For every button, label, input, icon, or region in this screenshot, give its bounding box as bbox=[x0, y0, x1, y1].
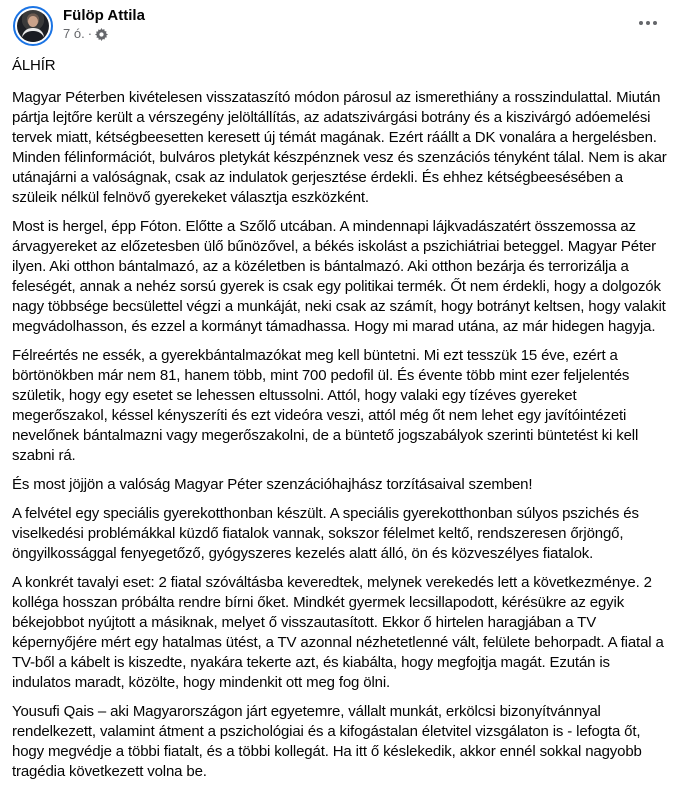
more-horizontal-icon-dot bbox=[639, 21, 643, 25]
post-meta bbox=[63, 6, 145, 43]
separator: · bbox=[87, 26, 93, 41]
post-paragraph: Magyar Péterben kivételesen visszataszító módon párosul az ismerethiány a rosszindulattal. Miután pártja lejtőre került a vérszegény jelöltállítás, az adatszivárgási botrány és a kiszivárgó adóemelési tervek miatt, kétségbeesetten keresett új témát magának. Ezért ráállt a DK vonalára a hergelésben. Minden félinformációt, bulváros pletykát készpénznek vesz és szenzációs tényként tálal. Nem is akar utánajárni a valóságnak, csak az indulatok gerjesztése érdekli. És ehhez kétségbeesésében a szüleik nélkül felnövő gyerekeket választja eszközként. bbox=[12, 89, 667, 206]
post-paragraph: Most is hergel, épp Fóton. Előtte a Szőlő utcában. A mindennapi lájkvadászatért összemossa az árvagyereket az előzetesben ülő bűnözővel, a békés iskolást a pszichiátriai beteggel. Magyar Péter ilyen. Aki otthon bántalmazó, az a közéletben is bántalmazó. Aki otthon bezárja és terrorizálja a feleségét, annak a nehéz sorsú gyerek is csak egy politikai termék. Őt nem érdekli, hogy a dolgozók nagy többsége becsülettel végzi a munkáját, neki csak az számít, hogy botrányt keltsen, hogy valakit megvádolhasson, és ezzel a kormányt támadhassa. Hogy mi marad utána, az már hidegen hagyja. bbox=[12, 218, 666, 335]
author-name[interactable]: Fülöp Attila bbox=[63, 7, 145, 24]
post-paragraph: Yousufi Qais – aki Magyarországon járt egyetemre, vállalt munkát, erkölcsi bizonyítvánnyal rendelkezett, valamint átment a pszichológiai és a kifogástalan életvitel vizsgálaton is - lefogta őt, hogy megvédje a többi fiatalt, és a többi kollegát. Ha itt ő késlekedik, akkor ennél sokkal nagyobb tragédia következett volna be. bbox=[12, 703, 642, 780]
post-body bbox=[12, 56, 670, 791]
more-horizontal-icon-dot bbox=[653, 21, 657, 25]
post-paragraph: És most jöjjön a valóság Magyar Péter szenzációhajhász torzításaival szemben! bbox=[12, 476, 533, 493]
gear-icon[interactable] bbox=[95, 28, 108, 41]
post-time[interactable]: 7 ó. bbox=[63, 26, 85, 41]
post-headline: ÁLHÍR bbox=[12, 57, 56, 74]
post-paragraph: Félreértés ne essék, a gyerekbántalmazókat meg kell büntetni. Mi ezt tesszük 15 éve, ezért a börtönökben már nem 81, hanem több, mint 700 pedofil ül. És évente több mint ezer feljelentés születik, hogy egy esetet se lehessen eltussolni. Attól, hogy valaki egy tízéves gyereket megerőszakol, késsel kényszeríti és ezt videóra veszi, attól még őt nem lehet egy javítóintézeti nevelőnek bántalmazni vagy megerőszakolni, de a büntető jogszabályok szerinti büntetést ki kell szabni rá. bbox=[12, 347, 639, 464]
more-horizontal-icon-dot bbox=[646, 21, 650, 25]
post-subtitle bbox=[63, 25, 145, 43]
avatar-photo bbox=[17, 10, 49, 42]
post-header bbox=[13, 6, 145, 52]
post-paragraph: A konkrét tavalyi eset: 2 fiatal szóváltásba keveredtek, melynek verekedés lett a következménye. 2 kolléga hosszan próbálta rendre bírni őket. Mindkét gyermek lecsillapodott, kérésükre az egyik békejobbot nyújtott a másiknak, melyet ő visszautasított. Ekkor ő hirtelen haragjában a TV képernyőjére mért egy hatalmas ütést, a TV azonnal nézhetetlenné vált, felülete behorpadt. A fiatal a TV-ből a kábelt is kiszedte, nyakára tekerte azt, és kiabálta, hogy megfojtja magát. Ezután is indulatos maradt, közölte, hogy mindenkit ott meg fog ölni. bbox=[12, 574, 664, 691]
more-options-button[interactable] bbox=[639, 18, 661, 28]
author-avatar[interactable] bbox=[13, 6, 53, 46]
post-paragraph: A felvétel egy speciális gyerekotthonban készült. A speciális gyerekotthonban súlyos pszichés és viselkedési problémákkal küzdő fiatalok vannak, sokszor félelmet keltő, rendszeresen őrjöngő, öngyilkossággal fenyegetőző, gyógyszeres kezelés alatt álló, ön és közveszélyes fiatalok. bbox=[12, 505, 639, 562]
